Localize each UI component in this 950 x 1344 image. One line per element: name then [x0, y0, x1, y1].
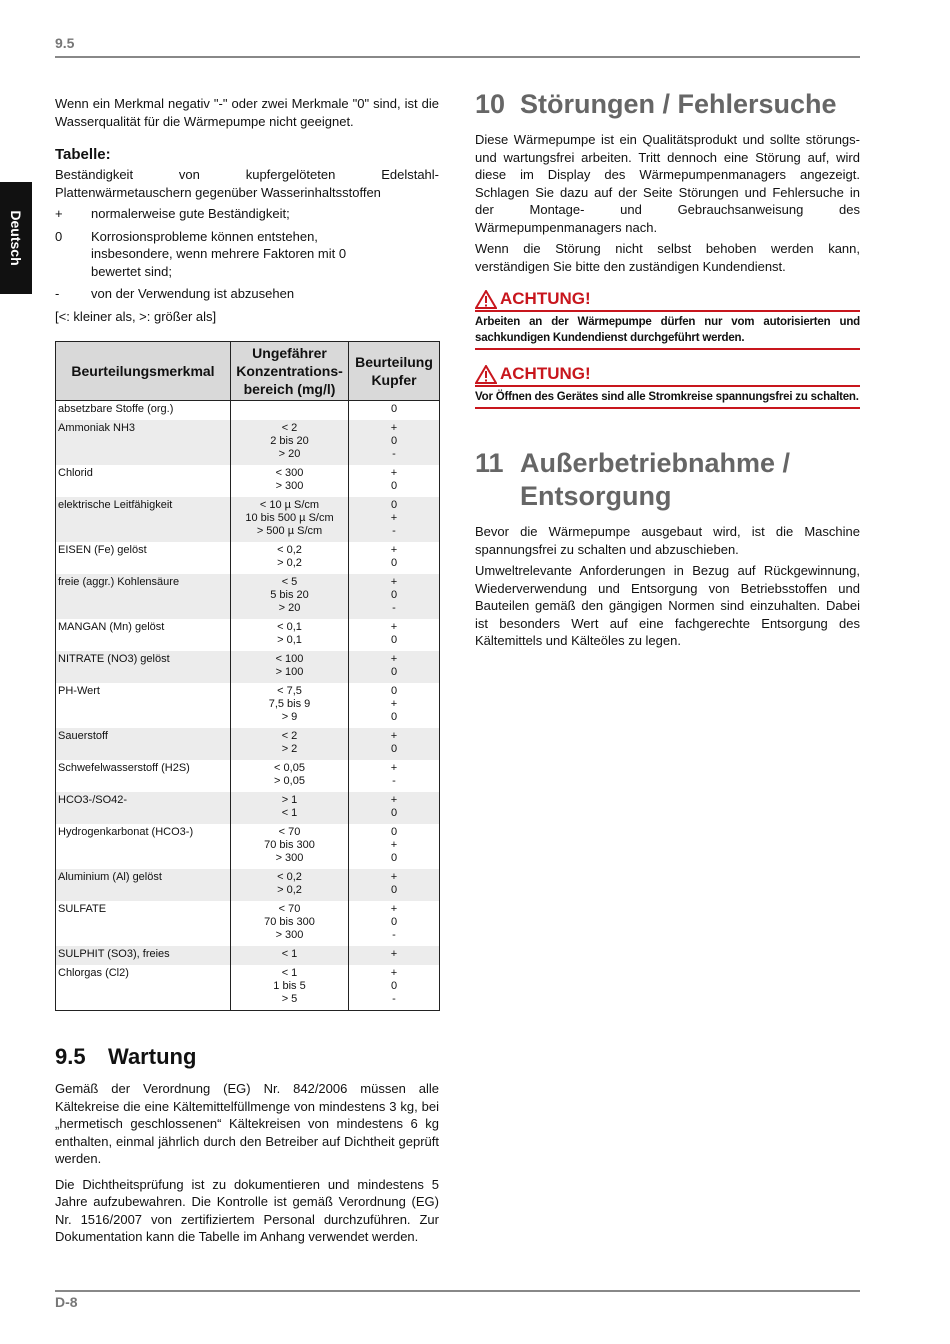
warning-triangle-icon — [475, 365, 497, 384]
language-tab — [0, 182, 32, 294]
criterion-cell: Chlorid — [56, 465, 231, 497]
legend-symbol: - — [55, 286, 60, 301]
footer-rule — [55, 1290, 860, 1292]
legend-item — [55, 228, 439, 281]
legend-symbol: 0 — [55, 228, 63, 244]
criterion-cell: elektrische Leitfähigkeit — [56, 497, 231, 542]
warning-text: Vor Öffnen des Gerätes sind alle Stromkreise spannungsfrei zu schalten. — [475, 387, 860, 409]
rating-cell: 0 + - — [349, 497, 440, 542]
language-tab-label: Deutsch — [8, 210, 24, 266]
criterion-cell: SULPHIT (SO3), freies — [56, 946, 231, 965]
table-row — [56, 542, 440, 574]
concentration-cell: < 2 > 2 — [231, 728, 349, 760]
rating-cell: 0 + 0 — [349, 824, 440, 869]
rating-cell: + - — [349, 760, 440, 792]
criterion-cell: Sauerstoff — [56, 728, 231, 760]
table-row — [56, 824, 440, 869]
left-column — [55, 95, 439, 1011]
section-title: Wartung — [108, 1044, 197, 1069]
rating-cell: + 0 - — [349, 965, 440, 1011]
criterion-cell: Hydrogenkarbonat (HCO3-) — [56, 824, 231, 869]
section-number: 9.5 — [55, 1044, 86, 1069]
rating-cell: + 0 - — [349, 574, 440, 619]
legend-item — [55, 205, 439, 223]
criterion-cell: Ammoniak NH3 — [56, 420, 231, 465]
water-quality-table — [55, 341, 440, 1011]
wartung-paragraph-1: Gemäß der Verordnung (EG) Nr. 842/2006 müssen alle Kältekreise die eine Kältemittelfüllmenge von mindestens 3 kg, bei „hermetisch geschlossenen“ Kältekreisen von mindestens 6 kg enthalten, einmal jährlich durch den Betreiber auf Dichtheit geprüft werden. — [55, 1081, 439, 1166]
section-title-line-2: Entsorgung — [520, 481, 672, 511]
criterion-cell: absetzbare Stoffe (org.) — [56, 401, 231, 421]
warning-box — [475, 289, 860, 350]
section-11-paragraph-1: Bevor die Wärmepumpe ausgebaut wird, ist die Maschine spannungsfrei zu schalten und abzuschieben. — [475, 524, 860, 557]
warning-triangle-icon — [475, 290, 497, 309]
concentration-cell: < 70 70 bis 300 > 300 — [231, 901, 349, 946]
criterion-cell: NITRATE (NO3) gelöst — [56, 651, 231, 683]
concentration-cell: < 1 — [231, 946, 349, 965]
table-row — [56, 651, 440, 683]
table-row — [56, 497, 440, 542]
table-header-rating: Beurteilung Kupfer — [349, 342, 440, 401]
rating-cell: + — [349, 946, 440, 965]
wartung-text — [55, 1080, 439, 1252]
concentration-cell: < 0,05 > 0,05 — [231, 760, 349, 792]
legend-text: normalerweise gute Beständigkeit; — [91, 206, 290, 221]
rating-cell: 0 — [349, 401, 440, 421]
legend-item — [55, 285, 439, 303]
rating-cell: + 0 — [349, 792, 440, 824]
concentration-cell: < 300 > 300 — [231, 465, 349, 497]
table-header-criterion: Beurteilungsmerkmal — [56, 342, 231, 401]
criterion-cell: MANGAN (Mn) gelöst — [56, 619, 231, 651]
table-heading: Tabelle: — [55, 146, 111, 163]
concentration-cell: < 70 70 bis 300 > 300 — [231, 824, 349, 869]
warning-title — [475, 364, 860, 387]
table-header-concentration: Ungefährer Konzentrations-bereich (mg/l) — [231, 342, 349, 401]
legend-symbol: + — [55, 206, 63, 221]
warning-title — [475, 289, 860, 312]
warning-title-text: ACHTUNG! — [500, 289, 591, 308]
legend-text: Korrosionsprobleme können entstehen, insbesondere, wenn mehrere Faktoren mit 0 bewertet sind; — [91, 228, 347, 279]
section-10-paragraph-2: Wenn die Störung nicht selbst behoben werden kann, verständigen Sie bitte den zuständigen Kundendienst. — [475, 241, 860, 274]
table-row — [56, 574, 440, 619]
table-row — [56, 401, 440, 421]
table-row — [56, 946, 440, 965]
rating-cell: + 0 — [349, 869, 440, 901]
warning-box — [475, 364, 860, 409]
section-10-heading — [475, 88, 860, 121]
section-title-line-1: Außerbetriebnahme / — [520, 448, 791, 478]
table-row — [56, 465, 440, 497]
section-10-paragraph-1: Diese Wärmepumpe ist ein Qualitätsprodukt und sollte störungs- und wartungsfrei arbeiten. Tritt dennoch eine Störung auf, wird diese im Display des Wärmepumpenmanagers angezeigt. Schlagen Sie dazu auf der Seite Störungen und Fehlersuche in der Montage- und Gebrauchsanweisung des Wärmepumpenmanagers nach. — [475, 132, 860, 235]
table-row — [56, 728, 440, 760]
concentration-cell: > 1 < 1 — [231, 792, 349, 824]
table-row — [56, 683, 440, 728]
page-number: D-8 — [55, 1294, 78, 1310]
section-number: 11 — [475, 448, 504, 478]
warning-text: Arbeiten an der Wärmepumpe dürfen nur vom autorisierten und sachkundigen Kundendienst durchgeführt werden. — [475, 312, 860, 350]
criterion-cell: HCO3-/SO42- — [56, 792, 231, 824]
table-row — [56, 869, 440, 901]
criterion-cell: Aluminium (Al) gelöst — [56, 869, 231, 901]
table-row — [56, 901, 440, 946]
rating-cell: + 0 - — [349, 420, 440, 465]
section-wartung-heading — [55, 1044, 196, 1070]
warning-title-text: ACHTUNG! — [500, 364, 591, 383]
intro-paragraph: Wenn ein Merkmal negativ "-" oder zwei Merkmale "0" sind, ist die Wasserqualität für die Wärmepumpe nicht geeignet. — [55, 96, 439, 129]
criterion-cell: freie (aggr.) Kohlensäure — [56, 574, 231, 619]
rating-cell: + 0 — [349, 465, 440, 497]
criterion-cell: PH-Wert — [56, 683, 231, 728]
section-number: 10 — [475, 89, 506, 119]
rating-cell: + 0 — [349, 619, 440, 651]
concentration-cell: < 1 1 bis 5 > 5 — [231, 965, 349, 1011]
wartung-paragraph-2: Die Dichtheitsprüfung ist zu dokumentieren und mindestens 5 Jahre aufzubewahren. Die Kontrolle ist gemäß Verordnung (EG) Nr. 1516/2007 von zertifiziertem Personal durchzuführen. Zur Dokumentation kann die Tabelle im Anhang verwendet werden. — [55, 1176, 439, 1244]
legend-text: von der Verwendung ist abzusehen — [91, 286, 295, 301]
concentration-cell: < 0,1 > 0,1 — [231, 619, 349, 651]
header-section-number: 9.5 — [55, 35, 75, 51]
rating-cell: + 0 — [349, 651, 440, 683]
right-column — [475, 88, 860, 656]
concentration-cell: < 100 > 100 — [231, 651, 349, 683]
criterion-cell: Chlorgas (Cl2) — [56, 965, 231, 1011]
table-row — [56, 760, 440, 792]
concentration-cell: < 7,5 7,5 bis 9 > 9 — [231, 683, 349, 728]
criterion-cell: SULFATE — [56, 901, 231, 946]
table-row — [56, 965, 440, 1011]
concentration-cell: < 5 5 bis 20 > 20 — [231, 574, 349, 619]
concentration-cell — [231, 401, 349, 421]
rating-cell: 0 + 0 — [349, 683, 440, 728]
criterion-cell: Schwefelwasserstoff (H2S) — [56, 760, 231, 792]
rating-cell: + 0 - — [349, 901, 440, 946]
table-description: Beständigkeit von kupfergelöteten Edelstahl-Plattenwärmetauschern gegenüber Wasserinhaltsstoffen — [55, 167, 439, 200]
header-rule — [55, 56, 860, 58]
table-row — [56, 619, 440, 651]
section-11-paragraph-2: Umweltrelevante Anforderungen in Bezug auf Rückgewinnung, Wiederverwendung und Entsorgung von Betriebsstoffen und Bauteilen gemäß den gängigen Normen sind einzuhalten. Dabei ist besonders Wert auf eine fachgerechte Entsorgung des Kältemittels und Kälteöles zu legen. — [475, 563, 860, 648]
legend-bracket-note: [<: kleiner als, >: größer als] — [55, 308, 217, 324]
table-row — [56, 420, 440, 465]
table-row — [56, 792, 440, 824]
section-title: Störungen / Fehlersuche — [520, 89, 837, 119]
concentration-cell: < 0,2 > 0,2 — [231, 542, 349, 574]
section-11-heading — [475, 447, 860, 513]
concentration-cell: < 0,2 > 0,2 — [231, 869, 349, 901]
concentration-cell: < 10 µ S/cm 10 bis 500 µ S/cm > 500 µ S/cm — [231, 497, 349, 542]
concentration-cell: < 2 2 bis 20 > 20 — [231, 420, 349, 465]
table-body — [56, 401, 440, 1011]
rating-cell: + 0 — [349, 728, 440, 760]
rating-cell: + 0 — [349, 542, 440, 574]
criterion-cell: EISEN (Fe) gelöst — [56, 542, 231, 574]
